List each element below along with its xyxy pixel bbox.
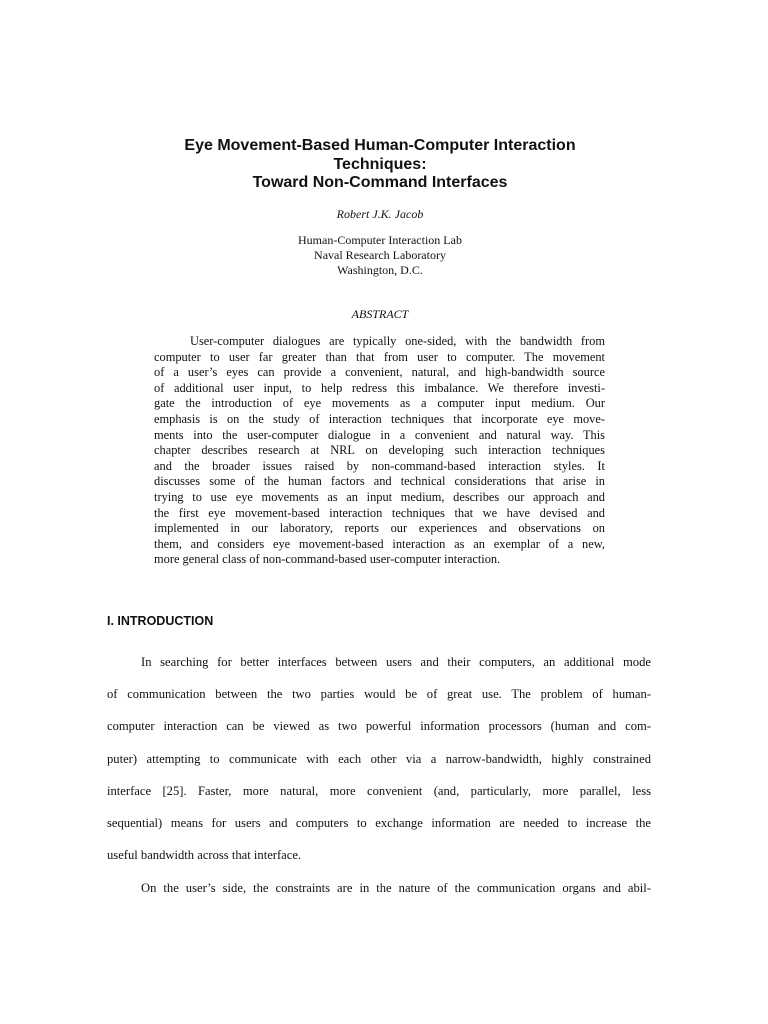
abstract-text	[154, 334, 605, 568]
body-line: On the user’s side, the constraints are in the nature of the communication organs and abil-	[141, 881, 651, 895]
abstract-line: of additional user input, to help redress this imbalance. We therefore investi-	[154, 380, 605, 395]
intro-paragraph-2	[107, 880, 651, 912]
author-name: Robert J.K. Jacob	[336, 207, 424, 221]
paper-title	[100, 137, 660, 193]
body-line: computer interaction can be viewed as two powerful information processors (human and com-	[107, 719, 651, 734]
abstract-line: and the broader issues raised by non-command-based interaction styles. It	[154, 458, 605, 473]
title-line: Toward Non-Command Interfaces	[252, 174, 508, 191]
section-heading-introduction: I. INTRODUCTION	[107, 614, 214, 628]
body-line: interface [25]. Faster, more natural, more convenient (and, particularly, more parallel, less	[107, 783, 651, 798]
affiliation	[180, 233, 580, 278]
abstract-line: them, and considers eye movement-based interaction as an exemplar of a new,	[154, 536, 605, 551]
abstract-line: trying to use eye movements as an input medium, describes our approach and	[154, 489, 605, 504]
abstract-line: User-computer dialogues are typically one-sided, with the bandwidth from	[190, 334, 605, 348]
abstract-line: of a user’s eyes can provide a convenient, natural, and high-bandwidth source	[154, 365, 605, 380]
abstract-line: ments into the user-computer dialogue in a convenient and natural way. This	[154, 427, 605, 442]
affiliation-line: Washington, D.C.	[337, 263, 423, 277]
abstract-line: discusses some of the human factors and technical considerations that arise in	[154, 474, 605, 489]
title-line: Eye Movement-Based Human-Computer Interaction	[184, 137, 576, 154]
abstract-line: chapter describes research at NRL on developing such interaction techniques	[154, 443, 605, 458]
affiliation-line: Naval Research Laboratory	[314, 248, 446, 262]
intro-paragraph-1	[107, 654, 651, 879]
body-line: puter) attempting to communicate with each other via a narrow-bandwidth, highly constrained	[107, 751, 651, 766]
abstract-line: gate the introduction of eye movements as a computer input medium. Our	[154, 396, 605, 411]
abstract-line: the first eye movement-based interaction techniques that we have devised and	[154, 505, 605, 520]
body-line: In searching for better interfaces between users and their computers, an additional mode	[141, 655, 651, 669]
title-line: Techniques:	[333, 155, 427, 173]
body-line: useful bandwidth across that interface.	[107, 848, 302, 863]
abstract-heading: ABSTRACT	[351, 307, 409, 321]
abstract-line: implemented in our laboratory, reports our experiences and observations on	[154, 521, 605, 536]
body-line: of communication between the two parties would be of great use. The problem of human-	[107, 687, 651, 702]
abstract-line: computer to user far greater than that from user to computer. The movement	[154, 349, 605, 364]
abstract-line: more general class of non-command-based user-computer interaction.	[154, 552, 501, 567]
affiliation-line: Human-Computer Interaction Lab	[298, 233, 462, 247]
abstract-line: emphasis is on the study of interaction techniques that incorporate eye move-	[154, 411, 605, 426]
body-line: sequential) means for users and computers to exchange information are needed to increase the	[107, 815, 651, 830]
